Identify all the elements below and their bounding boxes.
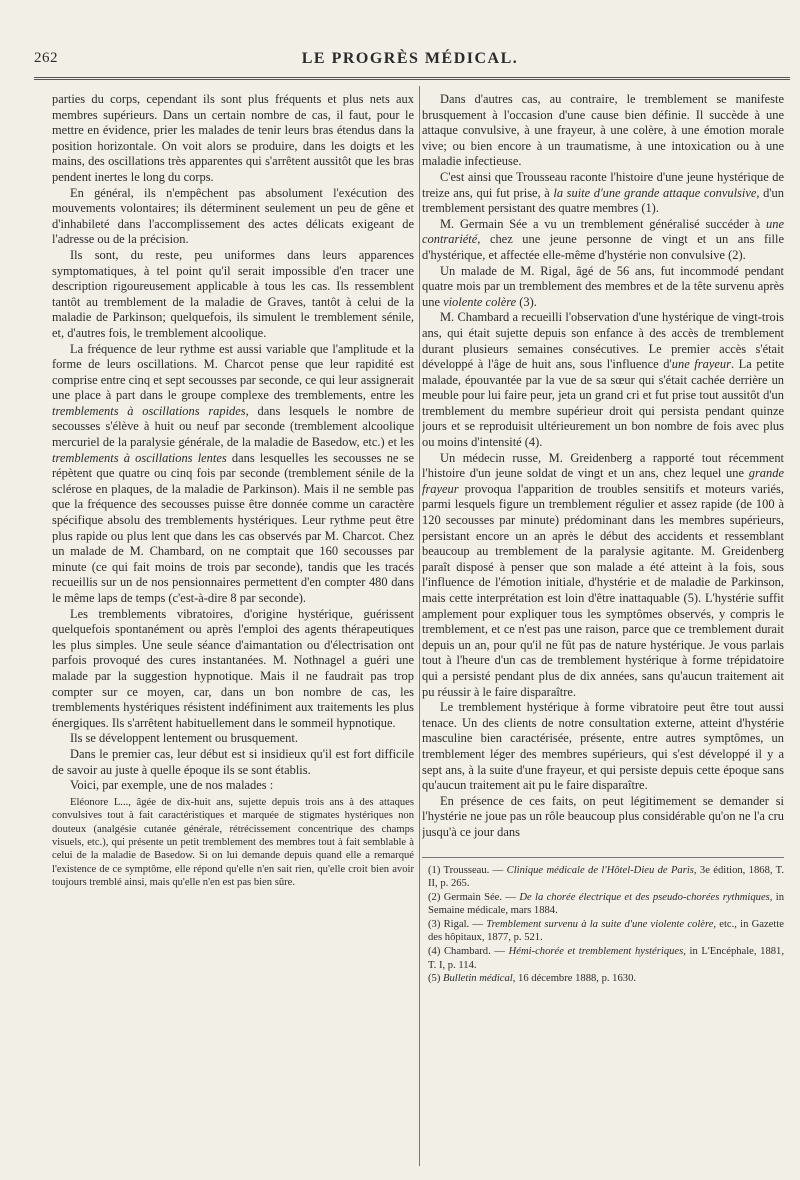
paragraph: parties du corps, cependant ils sont plus fréquents et plus nets aux membres supérieurs. Dans un certain nombre de cas, il faut, pour le mettre en évidence, prier les malades de tenir leurs bras étendus dans la position horizontale. On voit alors se produire, dans les doigts et les mains, des oscillations très apparentes qui s'arrêtent aussitôt que les bras pendent inertes le long du corps. [52, 92, 414, 184]
paragraph: Voici, par exemple, une de nos malades : [70, 778, 274, 793]
paragraph: Dans le premier cas, leur début est si insidieux qu'il est fort difficile de savoir au juste à quelle époque ils se sont établis. [52, 746, 414, 777]
footnotes [422, 857, 784, 986]
paragraph: Ils se développent lentement ou brusquement. [70, 731, 298, 746]
footnote: (2) Germain Sée. — De la chorée électrique et des pseudo-chorées rythmiques, in Semaine médicale, mars 1884. [428, 891, 784, 917]
footnote: (3) Rigal. — Tremblement survenu à la suite d'une violente colère, etc., in Gazette des hôpitaux, 1877, p. 521. [428, 918, 784, 944]
paragraph: M. Chambard a recueilli l'observation d'une hystérique de vingt-trois ans, qui était sujette depuis son enfance à des accès de tremblement durant plusieurs semaines consécutives. Le premier accès s'était développé à l'âge de huit ans, sous l'influence d'une frayeur. La petite malade, épouvantée par la vue de sa sœur qui s'était cachée derrière un meuble pour lui faire peur, jeta un grand cri et fut prise tout aussitôt d'un tremblement du membre supérieur droit qui persista pendant quinze jours et se reproduisit ultérieurement un bon nombre de fois avec plus ou moins d'intensité (4). [422, 310, 784, 450]
footnote: (1) Trousseau. — Clinique médicale de l'Hôtel-Dieu de Paris, 3e édition, 1868, T. II, p. 265. [428, 864, 784, 890]
paragraph: Le tremblement hystérique à forme vibratoire peut être tout aussi tenace. Un des clients de notre consultation externe, atteint d'hystérie masculine bien caractérisée, présente, entre autres symptômes, un tremblement léger des membres supérieurs, qui s'est développé il y a sept ans, à la suite d'une frayeur, et qui persiste depuis cette époque sans qu'aucun traitement ait pu le faire disparaître. [422, 700, 784, 793]
paragraph: Un malade de M. Rigal, âgé de 56 ans, fut incommodé pendant quatre mois par un tremblement des membres et de la tête survenu après une violente colère (3). [422, 263, 784, 309]
paragraph: En présence de ces faits, on peut légitimement se demander si l'hystérie ne joue pas un rôle beaucoup plus considérable qu'on ne l'a cru jusqu'à ce jour dans [422, 793, 784, 839]
paragraph: C'est ainsi que Trousseau raconte l'histoire d'une jeune hystérique de treize ans, qui fut prise, à la suite d'une grande attaque convulsive, d'un tremblement persistant des quatre membres (1). [422, 169, 784, 216]
footnote: (5) Bulletin médical, 16 décembre 1888, p. 1630. [428, 973, 637, 985]
case-report: Eléonore L..., âgée de dix-huit ans, sujette depuis trois ans à des attaques convulsives tout à fait caractéristiques et marquée de stigmates hystériques non douteux (analgésie cutanée générale, rétrécissement concentrique des champs visuels, etc.), qui présente un petit tremblement des membres tout à fait semblable à celui de la maladie de Basedow. Si on lui demande depuis quand elle a remarqué l'existence de ce symptôme, elle répond qu'elle n'en sait rien, qu'elle croit bien avoir toujours tremblé ainsi, mais qu'elle n'en est pas bien sûre. [52, 796, 414, 889]
journal-title: LE PROGRÈS MÉDICAL. [301, 50, 519, 67]
paragraph: En général, ils n'empêchent pas absolument l'exécution des mouvements volontaires; ils déterminent seulement un peu de gêne et d'inhabileté dans l'accomplissement des actes délicats exigeant de l'adresse ou de la précision. [52, 185, 414, 247]
paragraph: Les tremblements vibratoires, d'origine hystérique, guérissent quelquefois spontanément ou après l'emploi des agents thérapeutiques les plus simples. Une seule séance d'aimantation ou d'électrisation ont parfois provoqué des cures instantanées. M. Nothnagel a guéri une malade par la suggestion hypnotique. Mais il ne faudrait pas trop compter sur ce moyen, car, dans un bon nombre de cas, les tremblements hystériques résistent indéfiniment aux traitements les plus énergiques. Ils s'arrêtent habituellement dans le sommeil hypnotique. [52, 606, 414, 730]
footnote: (4) Chambard. — Hémi-chorée et tremblement hystériques, in L'Encéphale, 1881, T. I, p. 114. [428, 946, 784, 971]
paragraph: La fréquence de leur rythme est aussi variable que l'amplitude et la forme de leurs oscillations. M. Charcot pense que leur rapidité est comprise entre cinq et sept secousses par seconde, ce qui leur assignerait une place à part dans le groupe complexe des tremblements, entre les tremblements à oscillations rapides, dans lesquels le nombre de secousses s'élève à huit ou neuf par seconde (tremblement alcoolique mercuriel de la paralysie générale, de la maladie de Basedow, etc.) et les tremblements à oscillations lentes dans lesquelles les secousses ne se répètent que quatre ou cinq fois par seconde (tremblement sénile de la sclérose en plaques, de la maladie de Parkinson). Mais il ne semble pas que la fréquence des secousses puisse être donnée comme un caractère spécifique absolu des tremblements hystériques. Leur rythme peut être plus rapide ou plus lent que dans les cas observés par M. Charcot. Chez un malade de M. Chambard, on ne comptait que 160 secousses par minute (ce qui fait moins de trois par seconde), tandis que les tracés recueillis sur un de nos pensionnaires permettent d'en compter 480 dans le même laps de temps (c'est-à-dire 8 par seconde). [52, 341, 414, 605]
left-column [52, 92, 414, 1172]
page-header [30, 48, 790, 72]
paragraph: Ils sont, du reste, peu uniformes dans leurs apparences symptomatiques, à tel point qu'il serait impossible d'en tracer une description rigoureusement applicable à tous les cas. Ils ressemblent tantôt au tremblement de la maladie de Graves, tantôt à celui de la maladie de Parkinson; quelquefois, ils simulent le tremblement sénile, et, d'autres fois, le tremblement alcoolique. [52, 247, 414, 340]
right-column [422, 92, 784, 1172]
paragraph: Un médecin russe, M. Greidenberg a rapporté tout récemment l'histoire d'un jeune soldat de vingt et un ans, chez lequel une grande frayeur provoqua l'apparition de troubles sensitifs et moteurs variés, parmi lesquels figure un tremblement régulier et assez rapide (de 100 à 120 secousses par minute) prédominant dans les membres supérieurs, persistant encore un an après le début des accidents et ressemblant beaucoup au tremblement de la paralysie agitante. M. Greidenberg paraît disposé à penser que son malade a été atteint à la fois, sous l'influence de l'émotion initiale, d'hystérie et de maladie de Parkinson, mais cette interprétation est loin d'être inattaquable (5). L'hystérie suffit amplement pour expliquer tous les symptômes observés, y compris le tremblement, et ce n'est pas une raison, parce que ce tremblement durait depuis un an, pour qu'il ne fût pas de nature hystérique. Je vous parlais tout à l'heure d'un cas de tremblement hystérique à forme trépidatoire qui a persisté pendant plus de dix années, sans qu'aucun traitement ait pu réussir à le faire disparaître. [422, 450, 784, 699]
page-number: 262 [34, 50, 58, 66]
paragraph: Dans d'autres cas, au contraire, le tremblement se manifeste brusquement à l'occasion d'une cause bien définie. Il succède à une attaque convulsive, à une frayeur, à une colère, à une émotion morale vive; ou bien encore à un traumatisme, à une intoxication ou à une maladie infectieuse. [422, 92, 784, 169]
header-rule [34, 77, 790, 80]
column-divider [419, 86, 420, 1166]
paragraph: M. Germain Sée a vu un tremblement généralisé succéder à une contrariété, chez une jeune personne de vingt et un ans fille d'hystérique, et affectée elle-même d'hystérie non convulsive (2). [422, 216, 784, 262]
